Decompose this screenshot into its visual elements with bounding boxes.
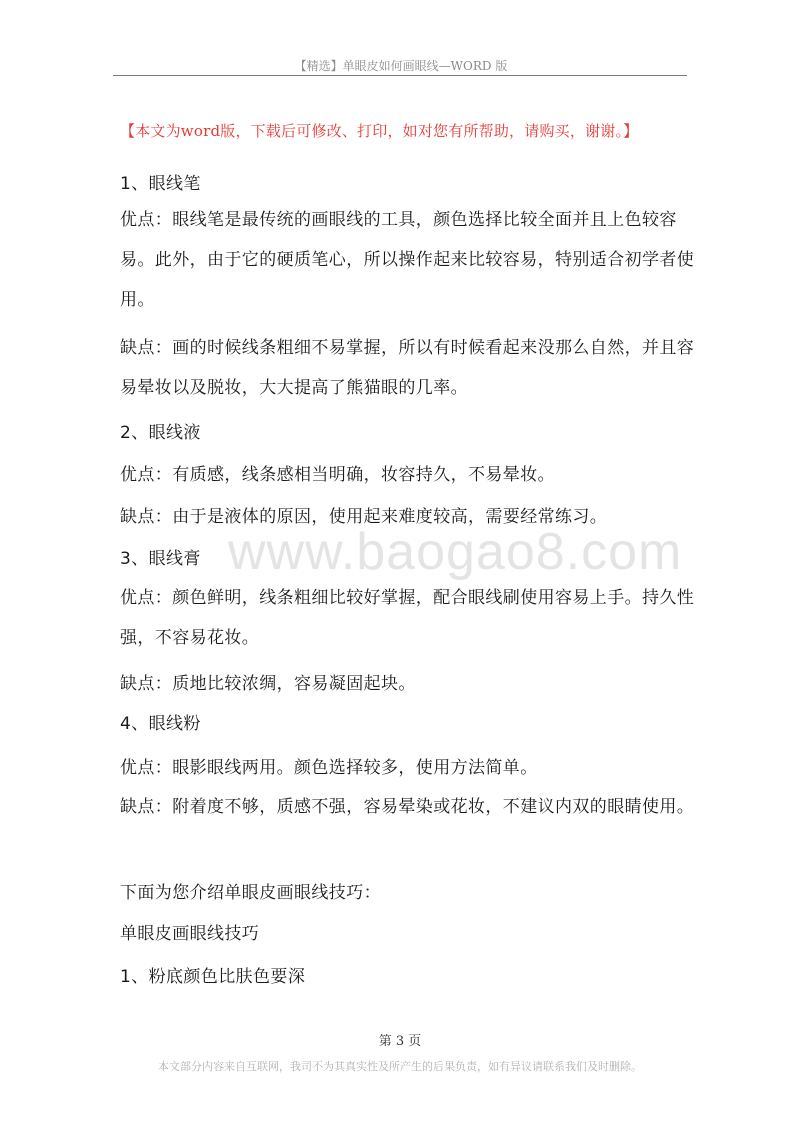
section-title-eyeliner-pencil: 1、眼线笔 xyxy=(120,174,201,194)
page-header: 【精选】单眼皮如何画眼线—WORD 版 xyxy=(294,59,508,73)
powder-pros: 优点：眼影眼线两用。颜色选择较多，使用方法简单。 xyxy=(120,758,538,778)
tips-title: 单眼皮画眼线技巧 xyxy=(120,924,260,944)
gel-pros: 优点：颜色鲜明，线条粗细比较好掌握，配合眼线刷使用容易上手。持久性强，不容易花妆。 xyxy=(120,588,695,648)
page-number: 第 3 页 xyxy=(378,1034,422,1049)
pencil-cons: 缺点：画的时候线条粗细不易掌握，所以有时候看起来没那么自然，并且容易晕妆以及脱妆，大大提高了熊猫眼的几率。 xyxy=(120,338,695,398)
liquid-pros: 优点：有质感，线条感相当明确，妆容持久，不易晕妆。 xyxy=(120,465,555,485)
section-title-powder-liner: 4、眼线粉 xyxy=(120,714,201,734)
watermark: www.baogao8.com xyxy=(228,523,683,581)
purchase-notice: 【本文为word版，下载后可修改、打印，如对您有所帮助，请购买，谢谢。】 xyxy=(120,122,639,140)
powder-cons: 缺点：附着度不够，质感不强，容易晕染或花妆，不建议内双的眼睛使用。 xyxy=(120,797,695,817)
section-title-gel-liner: 3、眼线膏 xyxy=(120,549,201,569)
footer-disclaimer: 本文部分内容来自互联网，我司不为其真实性及所产生的后果负责，如有异议请联系我们及时删除。 xyxy=(158,1060,642,1073)
gel-cons: 缺点：质地比较浓绸，容易凝固起块。 xyxy=(120,674,416,694)
tip-1: 1、粉底颜色比肤色要深 xyxy=(120,967,306,987)
tips-intro: 下面为您介绍单眼皮画眼线技巧： xyxy=(120,883,381,903)
pencil-pros: 优点：眼线笔是最传统的画眼线的工具，颜色选择比较全面并且上色较容易。此外，由于它的硬质笔心，所以操作起来比较容易，特别适合初学者使用。 xyxy=(120,210,695,310)
section-title-liquid-liner: 2、眼线液 xyxy=(120,423,201,443)
liquid-cons: 缺点：由于是液体的原因，使用起来难度较高，需要经常练习。 xyxy=(120,507,608,527)
header-divider xyxy=(113,75,687,76)
